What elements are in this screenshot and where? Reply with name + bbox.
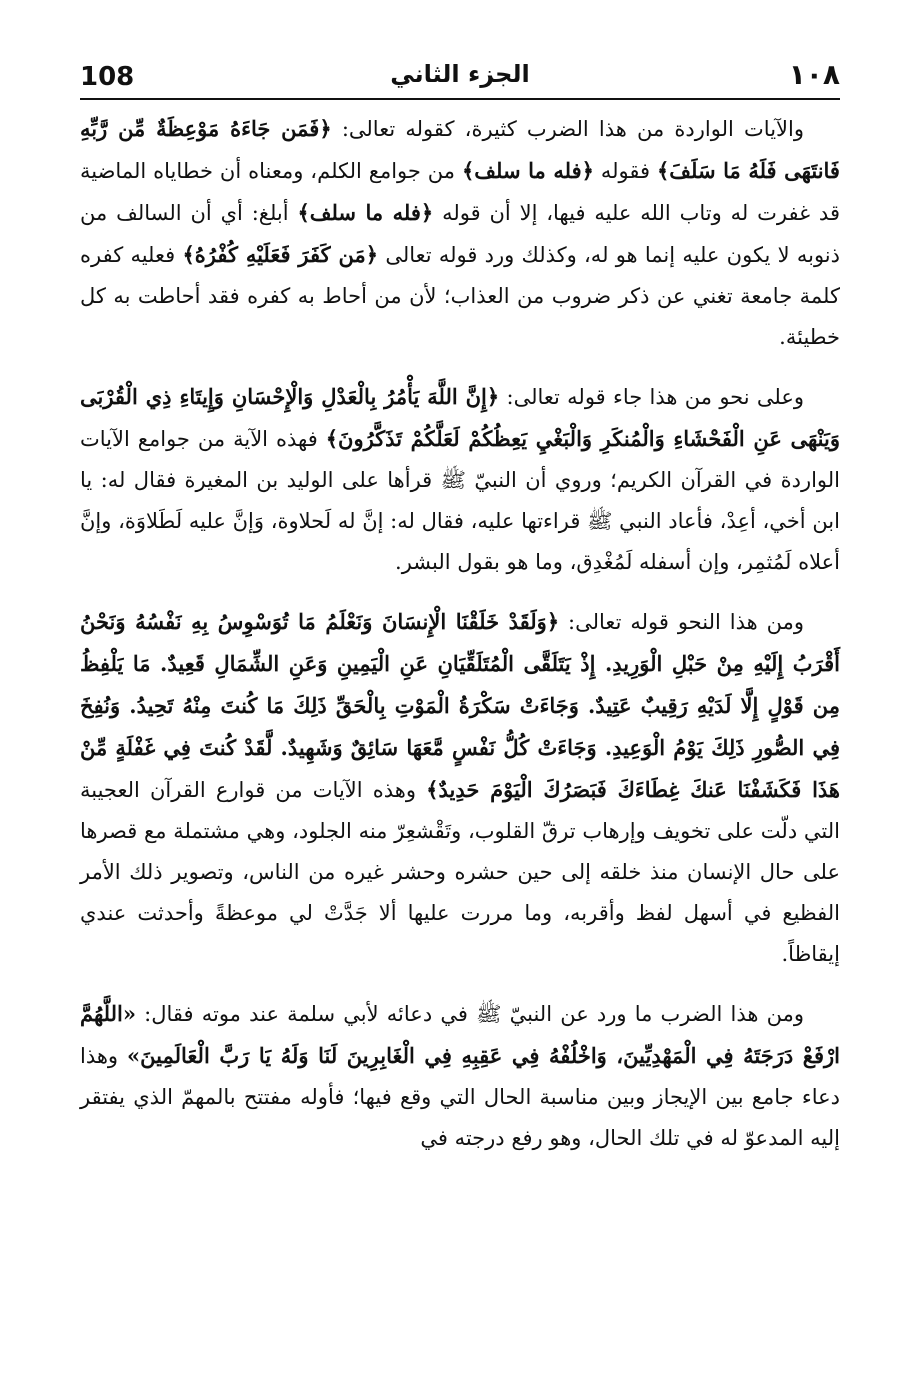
quran-quote: ﴿وَلَقَدْ خَلَقْنَا الْإِنسَانَ وَنَعْلَمُ مَا تُوَسْوِسُ بِهِ نَفْسُهُ وَنَحْنُ أَقْرَبُ إِلَيْهِ مِنْ حَبْلِ الْوَرِيدِ. إِذْ يَتَلَقَّى الْمُتَلَقِّيَانِ عَنِ الْيَمِينِ وَعَنِ الشِّمَالِ قَعِيدٌ. مَا يَلْفِظُ مِن قَوْلٍ إِلَّا لَدَيْهِ رَقِيبٌ عَتِيدٌ. وَجَاءَتْ سَكْرَةُ الْمَوْتِ بِالْحَقِّ ذَلِكَ مَا كُنتَ مِنْهُ تَحِيدُ. وَنُفِخَ فِي الصُّورِ ذَلِكَ يَوْمُ الْوَعِيدِ. وَجَاءَتْ كُلُّ نَفْسٍ مَّعَهَا سَائِقٌ وَشَهِيدٌ. لَّقَدْ كُنتَ فِي غَفْلَةٍ مِّنْ هَذَا فَكَشَفْنَا عَنكَ غِطَاءَكَ فَبَصَرُكَ الْيَوْمَ حَدِيدٌ﴾: [80, 609, 840, 802]
quran-quote: ﴿فَمَن جَاءَهُ مَوْعِظَةٌ مِّن رَّبِّهِ فَانتَهَى فَلَهُ مَا سَلَفَ﴾: [80, 116, 840, 183]
text-segment: ومن هذا الضرب ما ورد عن النبيّ ﷺ في دعائه لأبي سلمة عند موته فقال:: [135, 1002, 804, 1026]
paragraph: [80, 993, 840, 1159]
text-segment: فقوله: [593, 159, 657, 183]
text-segment: ومن هذا النحو قوله تعالى:: [559, 610, 804, 634]
quran-quote: ﴿مَن كَفَرَ فَعَلَيْهِ كُفْرُهُ﴾: [182, 242, 379, 267]
running-title: الجزء الثاني: [390, 60, 530, 88]
page-number-latin: 108: [80, 62, 135, 92]
hadith-quote: «اللَّهُمَّ ارْفَعْ دَرَجَتَهُ فِي الْمَهْدِيِّينَ، وَاخْلُفْهُ فِي عَقِبِهِ فِي الْغَابِرِينَ لَنَا وَلَهُ يَا رَبَّ الْعَالَمِينَ»: [80, 1001, 840, 1068]
text-segment: فهذه الآية من جوامع الآيات الواردة في القرآن الكريم؛ وروي أن النبيّ ﷺ قرأها على الوليد بن المغيرة فقال له: يا ابن أخي، أعِدْ، فأعاد النبي ﷺ قراءتها عليه، فقال له: إنَّ له لَحلاوة، وَإنَّ عليه لَطَلاوَة، وإنَّ أعلاه لَمُثمِر، وإن أسفله لَمُغْدِق، وما هو بقول البشر.: [80, 427, 840, 574]
paragraph: [80, 376, 840, 583]
text-segment: وهذا دعاء جامع بين الإيجاز وبين مناسبة الحال التي وقع فيها؛ فأوله مفتتح بالمهمّ الذي يفتقر إليه المدعوّ له في تلك الحال، وهو رفع درجته في: [80, 1044, 840, 1150]
text-segment: من جوامع الكلم، ومعناه أن خطاياه الماضية قد غفرت له وتاب الله عليه فيها، إلا أن قوله: [80, 159, 840, 225]
text-segment: أبلغ: أي أن السالف من ذنوبه لا يكون عليه إنما هو له، وكذلك ورد قوله تعالى: [80, 201, 841, 267]
quran-quote: ﴿إِنَّ اللَّهَ يَأْمُرُ بِالْعَدْلِ وَالْإِحْسَانِ وَإِيتَاءِ ذِي الْقُرْبَى وَيَنْهَى عَنِ الْفَحْشَاءِ وَالْمُنكَرِ وَالْبَغْيِ يَعِظُكُمْ لَعَلَّكُمْ تَذَكَّرُونَ﴾: [80, 384, 840, 451]
text-segment: فعليه كفره كلمة جامعة تغني عن ذكر ضروب من العذاب؛ لأن من أحاط به كفره فقد أحاطت به كل خطيئة.: [80, 243, 840, 349]
text-segment: والآيات الواردة من هذا الضرب كثيرة، كقوله تعالى:: [331, 117, 805, 141]
paragraph: [80, 108, 840, 358]
quran-quote: ﴿فله ما سلف﴾: [461, 158, 594, 183]
text-segment: وعلى نحو من هذا جاء قوله تعالى:: [499, 385, 805, 409]
page-body: [80, 108, 840, 1177]
page-header: [80, 56, 840, 98]
quran-quote: ﴿فله ما سلف﴾: [297, 200, 434, 225]
page-number-arabic: ١٠٨: [788, 58, 840, 91]
text-segment: وهذه الآيات من قوارع القرآن العجيبة التي دلّت على تخويف وإرهاب ترقّ القلوب، وتَقْشعِرّ منه الجلود، وهي مشتملة مع قصرها على حال الإنسان منذ خلقه إلى حين حشره وحشر غيره من الناس، وتصوير ذلك الأمر الفظيع في أسهل لفظ وأقربه، وما مررت عليها ألا جَدَّتْ لي موعظةً وأحدثت عندي إيقاظاً.: [80, 778, 841, 966]
paragraph: [80, 601, 840, 975]
header-rule: [80, 98, 840, 100]
